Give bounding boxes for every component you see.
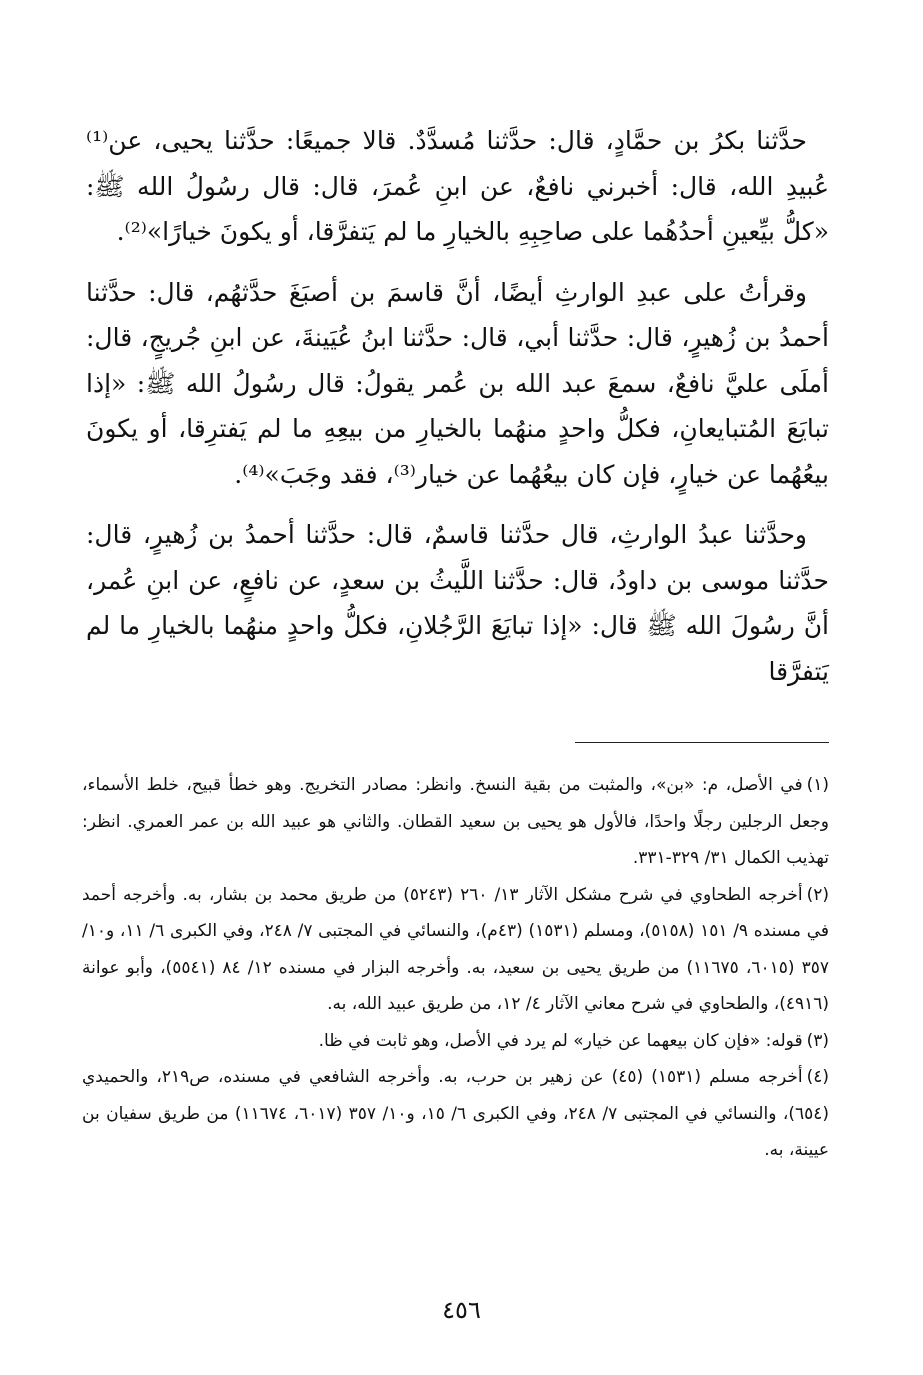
footnote-text: أخرجه الطحاوي في شرح مشكل الآثار ١٣/ ٢٦٠ (٥٢٤٣) من طريق محمد بن بشار، به. وأخرجه أحمد في مسنده ٩/ ١٥١ (٥١٥٨)، ومسلم (١٥٣١) (٤٣م)، والنسائي في المجتبى ٧/ ٢٤٨، وفي الكبرى ٦/ ١١، و١٠/ ٣٥٧ (٦٠١٥، ١١٦٧٥) من طريق يحيى بن سعيد، به. وأخرجه البزار في مسنده ١٢/ ٨٤ (٥٥٤١)، وأبو عوانة (٤٩١٦)، والطحاوي في شرح معاني الآثار ٤/ ١٢، من طريق عبيد الله، به. [82,884,830,1014]
footnote-2 [82,877,829,1023]
footnote-text: في الأصل، م: «بن»، والمثبت من بقية النسخ. وانظر: مصادر التخريج. وهو خطأ قبيح، خلط الأسماء، وجعل الرجلين رجلًا واحدًا، فالأول هو يحيى بن سعيد القطان. والثاني هو عبيد الله بن عمر العمري. انظر: تهذيب الكمال ٣١/ ٣٢٩-٣٣١. [82,775,829,868]
paragraph-2: وقرأتُ على عبدِ الوارثِ أيضًا، أنَّ قاسمَ بن أصبَغَ حدَّثهُم، قال: حدَّثنا أحمدُ بن زُهيرٍ، قال: حدَّثنا أبي، قال: حدَّثنا ابنُ عُيَينةَ، عن ابنِ جُريجٍ، قال: أملَى عليَّ نافعٌ، سمعَ عبد الله بن عُمر يقولُ: قال رسُولُ الله ﷺ: «إذا تبايَعَ المُتبايعانِ، فكلُّ واحدٍ منهُما بالخيارِ من بيعِهِ ما لم يَفترِقا، أو يكونَ بيعُهُما عن خيارٍ، فإن كان بيعُهُما عن خيار⁽³⁾، فقد وجَبَ»⁽⁴⁾. [86,277,829,489]
footnote-number: (٤) [806,1067,830,1087]
footnotes [82,767,829,1169]
footnote-4 [82,1059,829,1169]
footnote-number: (١) [806,775,829,795]
footnote-text: قوله: «فإن كان بيعهما عن خيار» لم يرد في الأصل، وهو ثابت في ظا. [318,1030,803,1051]
footnote-1 [82,767,829,877]
footnote-number: (٣) [806,1030,829,1051]
footnote-3 [82,1023,829,1060]
page-number: ٤٥٦ [442,1296,481,1324]
paragraph-1: حدَّثنا بكرُ بن حمَّادٍ، قال: حدَّثنا مُسدَّدٌ. قالا جميعًا: حدَّثنا يحيى، عن⁽¹⁾ عُبيدِ الله، قال: أخبرني نافعٌ، عن ابنِ عُمرَ، قال: قال رسُولُ الله ﷺ: «كلُّ بيِّعينِ أحدُهُما على صاحِبِهِ بالخيارِ ما لم يَتفرَّقا، أو يكونَ خيارًا»⁽²⁾. [86,126,829,246]
footnote-text: أخرجه مسلم (١٥٣١) (٤٥) عن زهير بن حرب، به. وأخرجه الشافعي في مسنده، ص٢١٩، والحميدي (٦٥٤)، والنسائي في المجتبى ٧/ ٢٤٨، وفي الكبرى ٦/ ١٥، و١٠/ ٣٥٧ (٦٠١٧، ١١٦٧٤) من طريق سفيان بن عيينة، به. [82,1067,829,1160]
footnote-number: (٢) [806,884,829,905]
footnote-divider [575,742,829,743]
paragraph-3: وحدَّثنا عبدُ الوارثِ، قال حدَّثنا قاسمٌ، قال: حدَّثنا أحمدُ بن زُهيرٍ، قال: حدَّثنا موسى بن داودُ، قال: حدَّثنا اللَّيثُ بن سعدٍ، عن نافعٍ، عن ابنِ عُمر، أنَّ رسُولَ الله ﷺ قال: «إذا تبايَعَ الرَّجُلانِ، فكلُّ واحدٍ منهُما بالخيارِ ما لم يَتفرَّقا [86,520,829,686]
main-text [86,118,829,709]
